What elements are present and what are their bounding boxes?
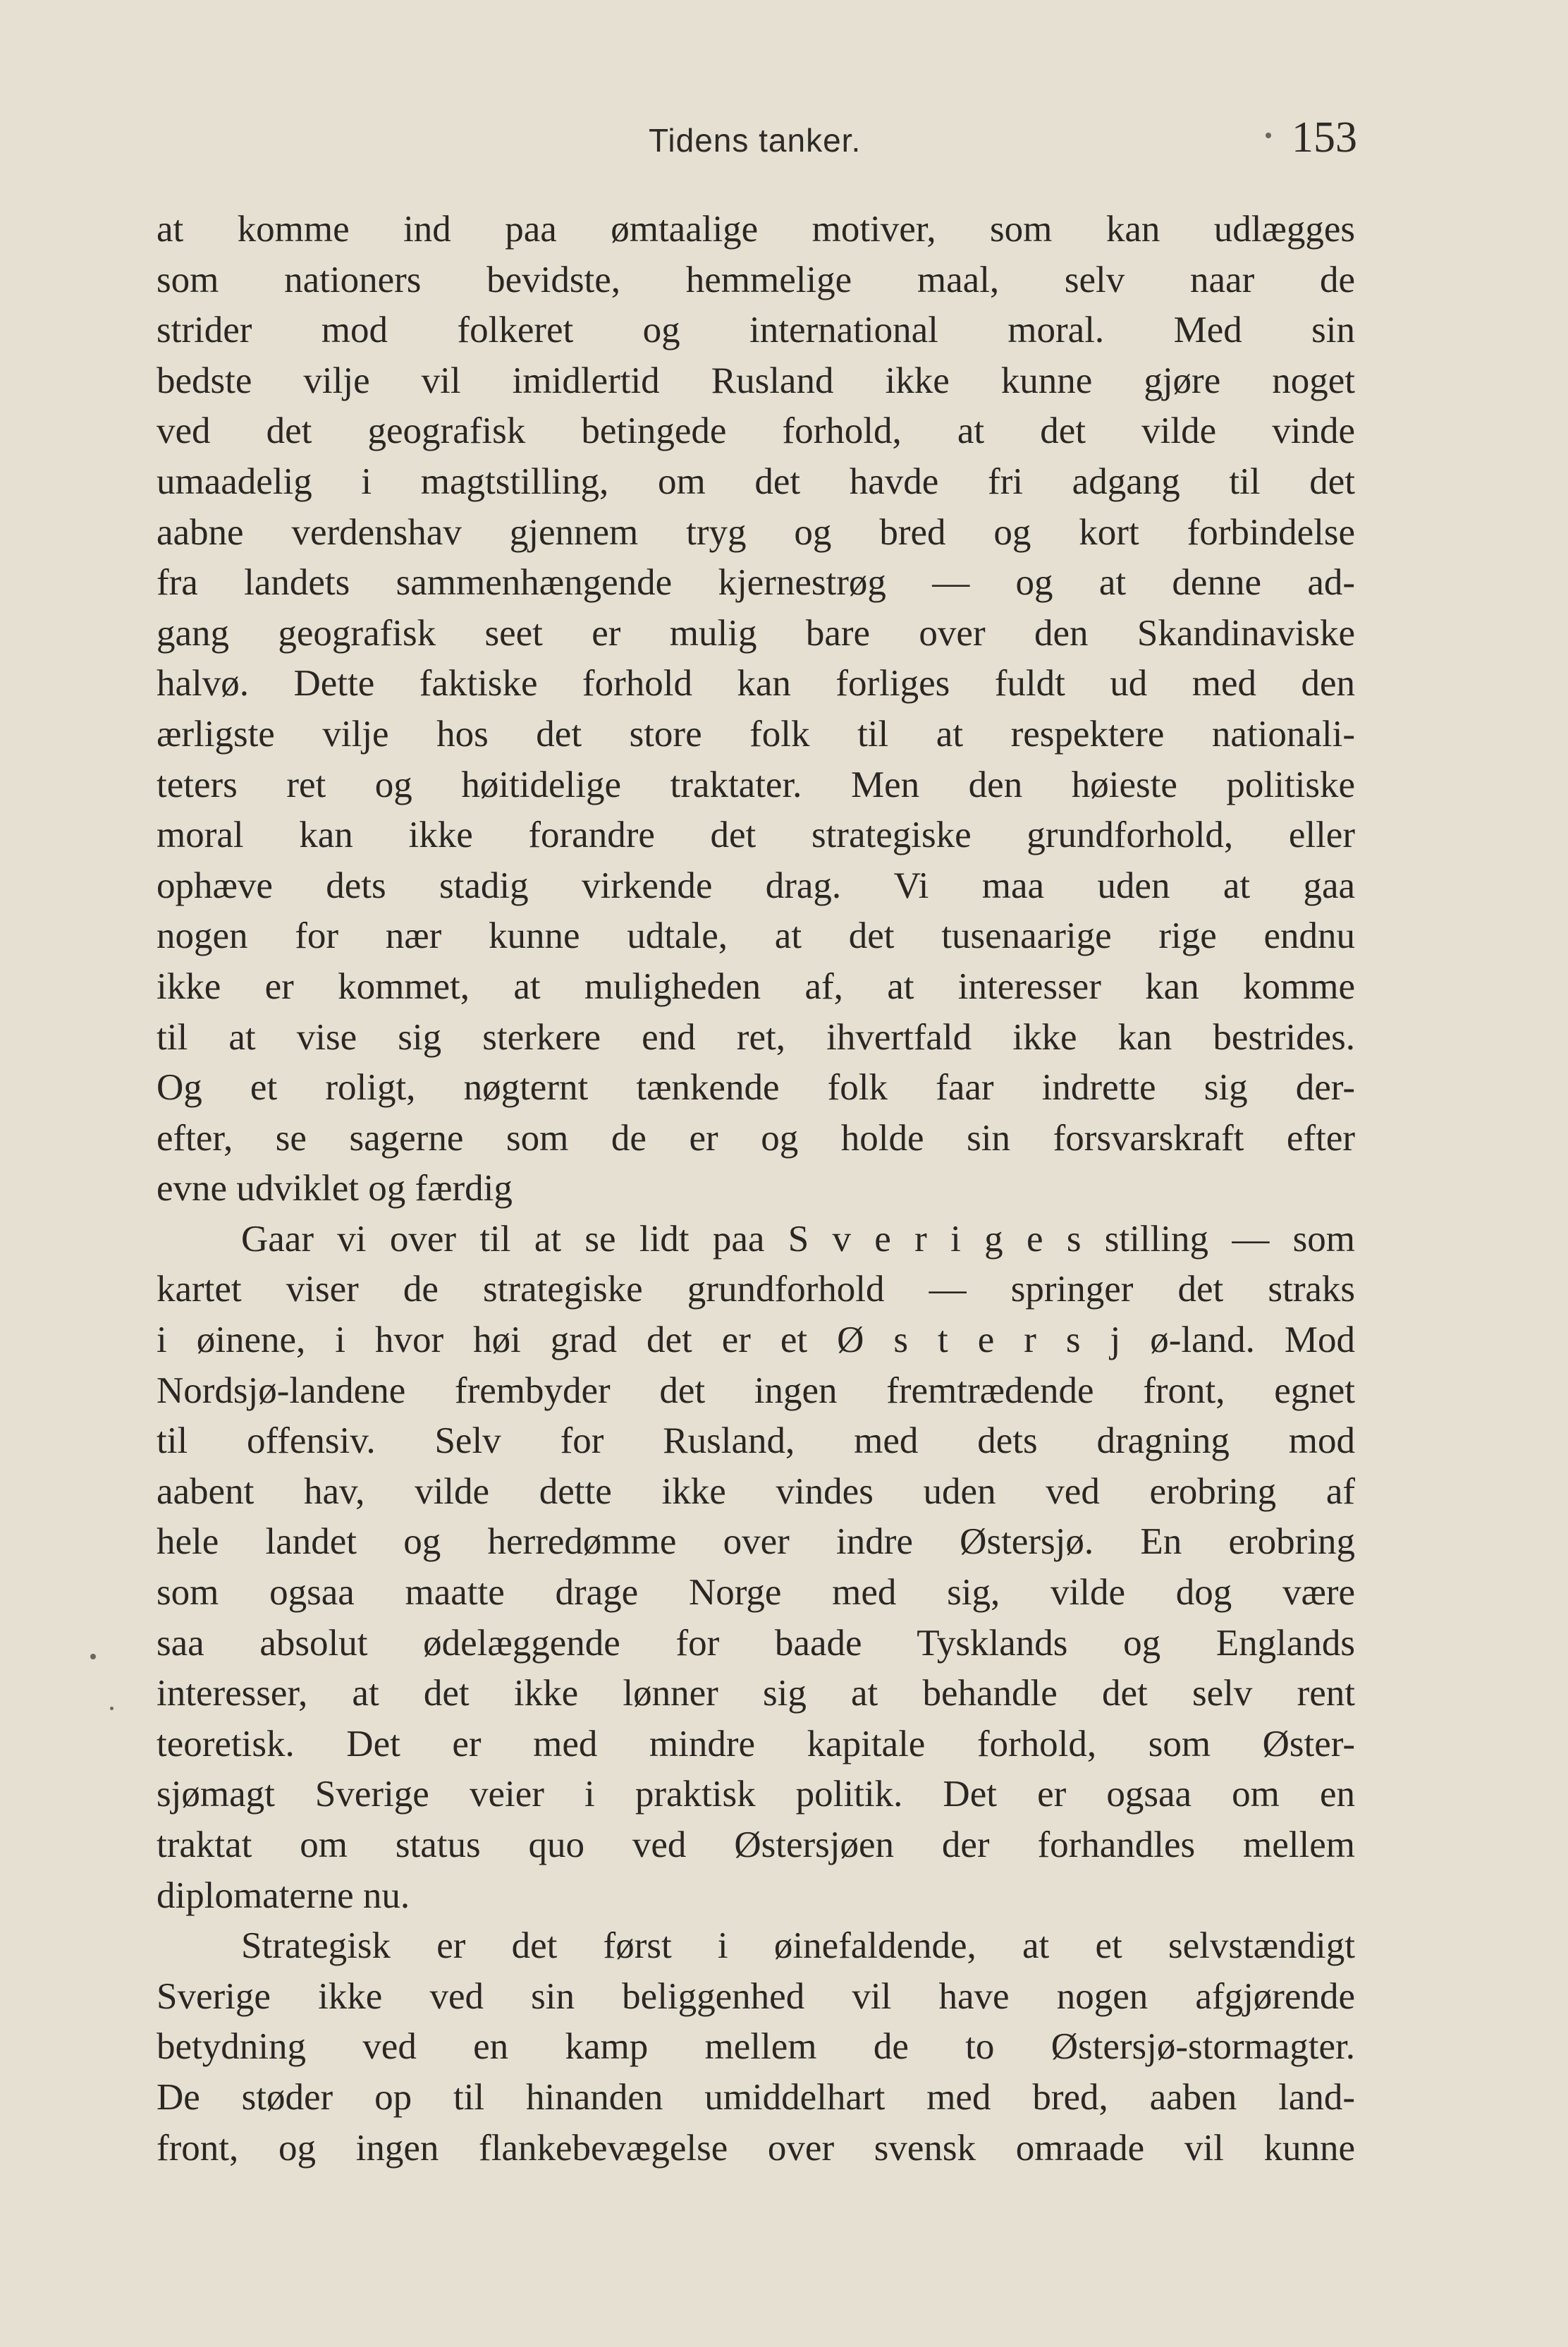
print-speck — [110, 1707, 114, 1710]
text-line: kartet viser de strategiske grundforhold — springer det straks — [157, 1269, 1355, 1310]
paragraph-end-line: diplomaterne nu. — [157, 1874, 410, 1916]
text-line: fra landets sammenhængende kjernestrøg — og at denne ad- — [157, 562, 1355, 604]
text-line: interesser, at det ikke lønner sig at behandle det selv rent — [157, 1673, 1355, 1714]
text-line: saa absolut ødelæggende for baade Tysklands og Englands — [157, 1622, 1355, 1664]
text-line: bedste vilje vil imidlertid Rusland ikke kunne gjøre noget — [157, 360, 1355, 401]
running-head: Tidens tanker. — [649, 122, 862, 159]
page-number: 153 — [1292, 114, 1357, 161]
text-line: nogen for nær kunne udtale, at det tusenaarige rige endnu — [157, 915, 1355, 957]
paragraph-end-line: evne udviklet og færdig — [157, 1168, 513, 1209]
text-line: aabent hav, vilde dette ikke vindes uden ved erobring af — [157, 1470, 1355, 1512]
text-line: umaadelig i magtstilling, om det havde fri adgang til det — [157, 461, 1355, 502]
text-line: strider mod folkeret og international moral. Med sin — [157, 310, 1355, 351]
text-line: De støder op til hinanden umiddelhart med bred, aaben land- — [157, 2076, 1355, 2118]
text-line: ved det geografisk betingede forhold, at det vilde vinde — [157, 410, 1355, 452]
text-line: front, og ingen flankebevægelse over svensk omraade vil kunne — [157, 2127, 1355, 2169]
text-line: halvø. Dette faktiske forhold kan forliges fuldt ud med den — [157, 663, 1355, 705]
paragraph-start-line: Strategisk er det først i øinefaldende, at et selvstændigt — [241, 1925, 1355, 1967]
text-line: at komme ind paa ømtaalige motiver, som kan udlægges — [157, 209, 1355, 250]
text-line: hele landet og herredømme over indre Østersjø. En erobring — [157, 1521, 1355, 1563]
print-speck — [90, 1654, 96, 1659]
text-line: til at vise sig sterkere end ret, ihvertfald ikke kan bestrides. — [157, 1016, 1355, 1058]
text-line: som ogsaa maatte drage Norge med sig, vilde dog være — [157, 1572, 1355, 1614]
text-line: som nationers bevidste, hemmelige maal, selv naar de — [157, 259, 1355, 300]
text-line: i øinene, i hvor høi grad det er et Ø s t e r s j ø-land. Mod — [157, 1319, 1355, 1361]
paragraph-start-line: Gaar vi over til at se lidt paa S v e r i g e s stilling — som — [241, 1218, 1355, 1260]
text-line: efter, se sagerne som de er og holde sin forsvarskraft efter — [157, 1117, 1355, 1159]
body-text — [157, 205, 1355, 2174]
print-speck — [1266, 133, 1271, 138]
text-line: Sverige ikke ved sin beliggenhed vil have nogen afgjørende — [157, 1975, 1355, 2017]
text-line: Nordsjø-landene frembyder det ingen fremtrædende front, egnet — [157, 1370, 1355, 1411]
text-line: sjømagt Sverige veier i praktisk politik. Det er ogsaa om en — [157, 1774, 1355, 1815]
page-header — [155, 113, 1357, 176]
text-line: ophæve dets stadig virkende drag. Vi maa uden at gaa — [157, 865, 1355, 906]
text-line: teters ret og høitidelige traktater. Men den høieste politiske — [157, 764, 1355, 805]
text-line: ærligste vilje hos det store folk til at respektere nationali- — [157, 713, 1355, 755]
text-line: gang geografisk seet er mulig bare over den Skandinaviske — [157, 612, 1355, 654]
text-line: til offensiv. Selv for Rusland, med dets dragning mod — [157, 1420, 1355, 1462]
text-line: ikke er kommet, at muligheden af, at interesser kan komme — [157, 965, 1355, 1007]
text-line: moral kan ikke forandre det strategiske grundforhold, eller — [157, 815, 1355, 856]
text-line: traktat om status quo ved Østersjøen der forhandles mellem — [157, 1824, 1355, 1865]
text-line: Og et roligt, nøgternt tænkende folk faar indrette sig der- — [157, 1067, 1355, 1109]
text-line: teoretisk. Det er med mindre kapitale forhold, som Øster- — [157, 1723, 1355, 1764]
text-line: betydning ved en kamp mellem de to Østersjø-stormagter. — [157, 2026, 1355, 2068]
text-line: aabne verdenshav gjennem tryg og bred og kort forbindelse — [157, 511, 1355, 553]
